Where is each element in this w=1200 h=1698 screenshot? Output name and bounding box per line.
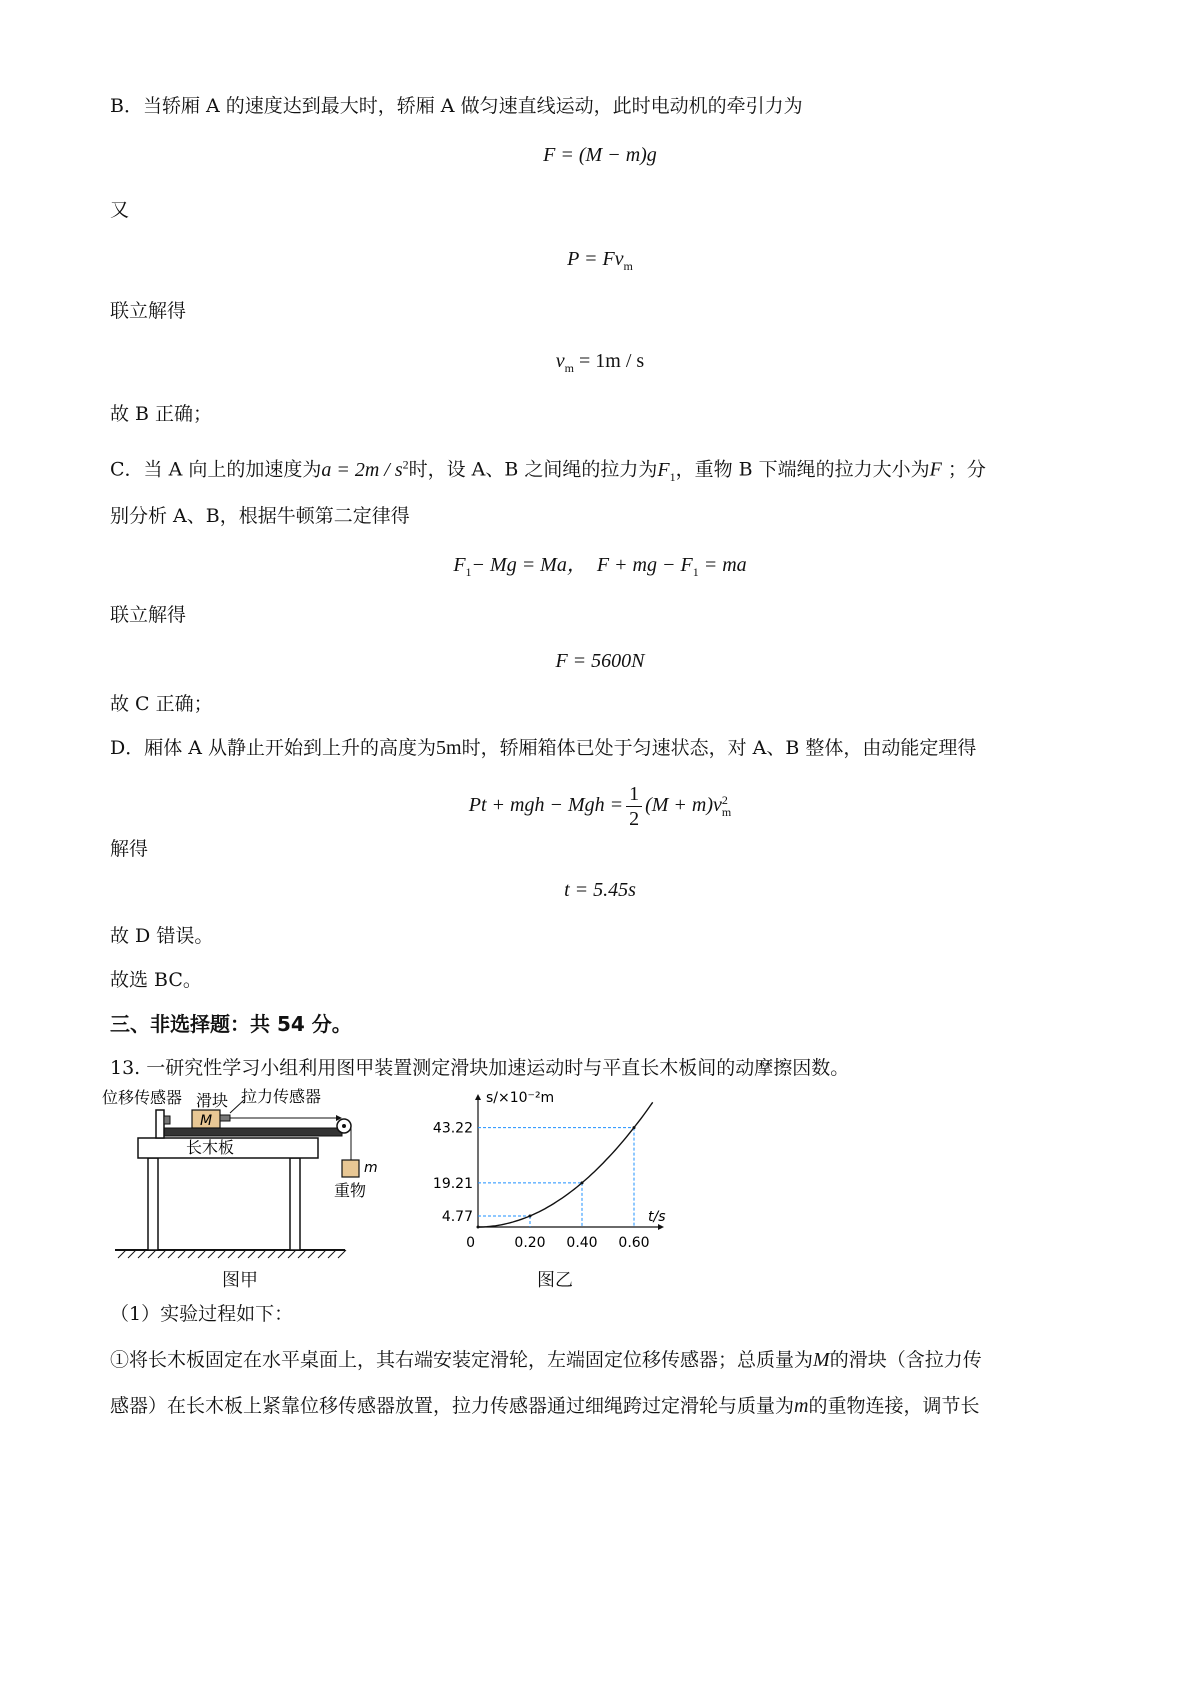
data-point bbox=[477, 1226, 480, 1229]
caption-figure-jia: 图甲 bbox=[222, 1270, 258, 1291]
equation-force: F = (M − m)g bbox=[543, 144, 657, 166]
label-tension-sensor: 拉力传感器 bbox=[241, 1087, 322, 1106]
equation-time: t = 5.45s bbox=[564, 879, 636, 901]
text-jiede: 解得 bbox=[110, 838, 149, 860]
displacement-sensor bbox=[156, 1110, 164, 1138]
fraction-one-half: $\frac{1}{2}$ bbox=[626, 782, 642, 831]
y-tick-label: 4.77 bbox=[441, 1209, 473, 1226]
question-13: 13. 一研究性学习小组利用图甲装置测定滑块加速运动时与平直长木板间的动摩擦因数。 bbox=[110, 1057, 850, 1079]
text-lianli-2: 联立解得 bbox=[110, 604, 187, 626]
y-axis-arrow bbox=[475, 1094, 481, 1100]
equation-energy: Pt + mgh − Mgh = $\frac{1}{2}$ (M + m)v 2 m bbox=[468, 782, 732, 830]
y-tick-label: 19.21 bbox=[432, 1175, 473, 1192]
text-c-correct: 故 C 正确； bbox=[110, 693, 213, 715]
experiment-step1-line1: ①将长木板固定在水平桌面上，其右端安装定滑轮，左端固定位移传感器；总质量为M的滑块（含拉力传 bbox=[110, 1349, 982, 1371]
data-point bbox=[581, 1181, 584, 1184]
x-tick-label: 0.60 bbox=[618, 1235, 650, 1251]
label-m: m bbox=[364, 1160, 378, 1176]
section-heading: 三、非选择题：共 54 分。 bbox=[110, 1012, 352, 1036]
option-b-intro: B．当轿厢 A 的速度达到最大时，轿厢 A 做匀速直线运动，此时电动机的牵引力为 bbox=[110, 95, 803, 117]
table-leg-left bbox=[148, 1158, 158, 1250]
option-c-line1: C．当 A 向上的加速度为$a = 2m / s^2$时，设 A、B 之间绳的拉力为$F_1$，重物 B 下端绳的拉力大小为F ；分 bbox=[110, 457, 986, 484]
figure-st-graph bbox=[420, 1080, 690, 1265]
text-b-correct: 故 B 正确； bbox=[110, 403, 213, 425]
x-tick-label: 0.40 bbox=[566, 1235, 598, 1251]
option-c-line2: 别分析 A、B，根据牛顿第二定律得 bbox=[110, 505, 410, 527]
y-tick-label: 43.22 bbox=[432, 1120, 473, 1137]
x-tick-label: 0.20 bbox=[514, 1235, 546, 1251]
equation-f-5600: F = 5600N bbox=[555, 650, 645, 672]
x-axis-label: t/s bbox=[648, 1209, 666, 1225]
long-board bbox=[162, 1128, 342, 1136]
text-d-wrong: 故 D 错误。 bbox=[110, 925, 214, 947]
experiment-heading: （1）实验过程如下： bbox=[110, 1303, 294, 1325]
data-point bbox=[633, 1126, 636, 1129]
equation-newton: $F_1- Mg = Ma$， F + mg − $F_1$ = ma bbox=[453, 554, 747, 579]
data-curve bbox=[478, 1102, 653, 1227]
y-axis-label: s/×10⁻²m bbox=[486, 1090, 555, 1106]
label-weight: 重物 bbox=[333, 1181, 367, 1200]
label-board: 长木板 bbox=[185, 1138, 235, 1157]
figure-apparatus bbox=[100, 1080, 378, 1270]
origin-label: 0 bbox=[466, 1235, 475, 1251]
label-M: M bbox=[199, 1113, 213, 1129]
caption-figure-yi: 图乙 bbox=[537, 1270, 573, 1291]
equation-power: $P = Fv_m$ bbox=[567, 248, 633, 273]
label-slider: 滑块 bbox=[196, 1091, 229, 1110]
leader-tension bbox=[230, 1100, 244, 1113]
data-point bbox=[529, 1215, 532, 1218]
experiment-step1-line2: 感器）在长木板上紧靠位移传感器放置，拉力传感器通过细绳跨过定滑轮与质量为m的重物连接，调节长 bbox=[110, 1395, 980, 1417]
option-d-line: D．厢体 A 从静止开始到上升的高度为5m时，轿厢箱体已处于匀速状态，对 A、B 整体，由动能定理得 bbox=[110, 737, 977, 759]
text-you: 又 bbox=[110, 199, 130, 221]
text-choose-bc: 故选 BC。 bbox=[110, 969, 202, 991]
pulley-axle bbox=[342, 1124, 346, 1128]
ground-hatching bbox=[118, 1250, 346, 1258]
sensor-probe bbox=[164, 1116, 170, 1124]
label-displacement-sensor: 位移传感器 bbox=[102, 1088, 183, 1107]
tension-sensor bbox=[220, 1115, 230, 1121]
text-lianli-1: 联立解得 bbox=[110, 300, 187, 322]
equation-vm: $v_m = 1m / s$ bbox=[555, 350, 645, 375]
table-leg-right bbox=[290, 1158, 300, 1250]
weight-block bbox=[342, 1160, 359, 1177]
